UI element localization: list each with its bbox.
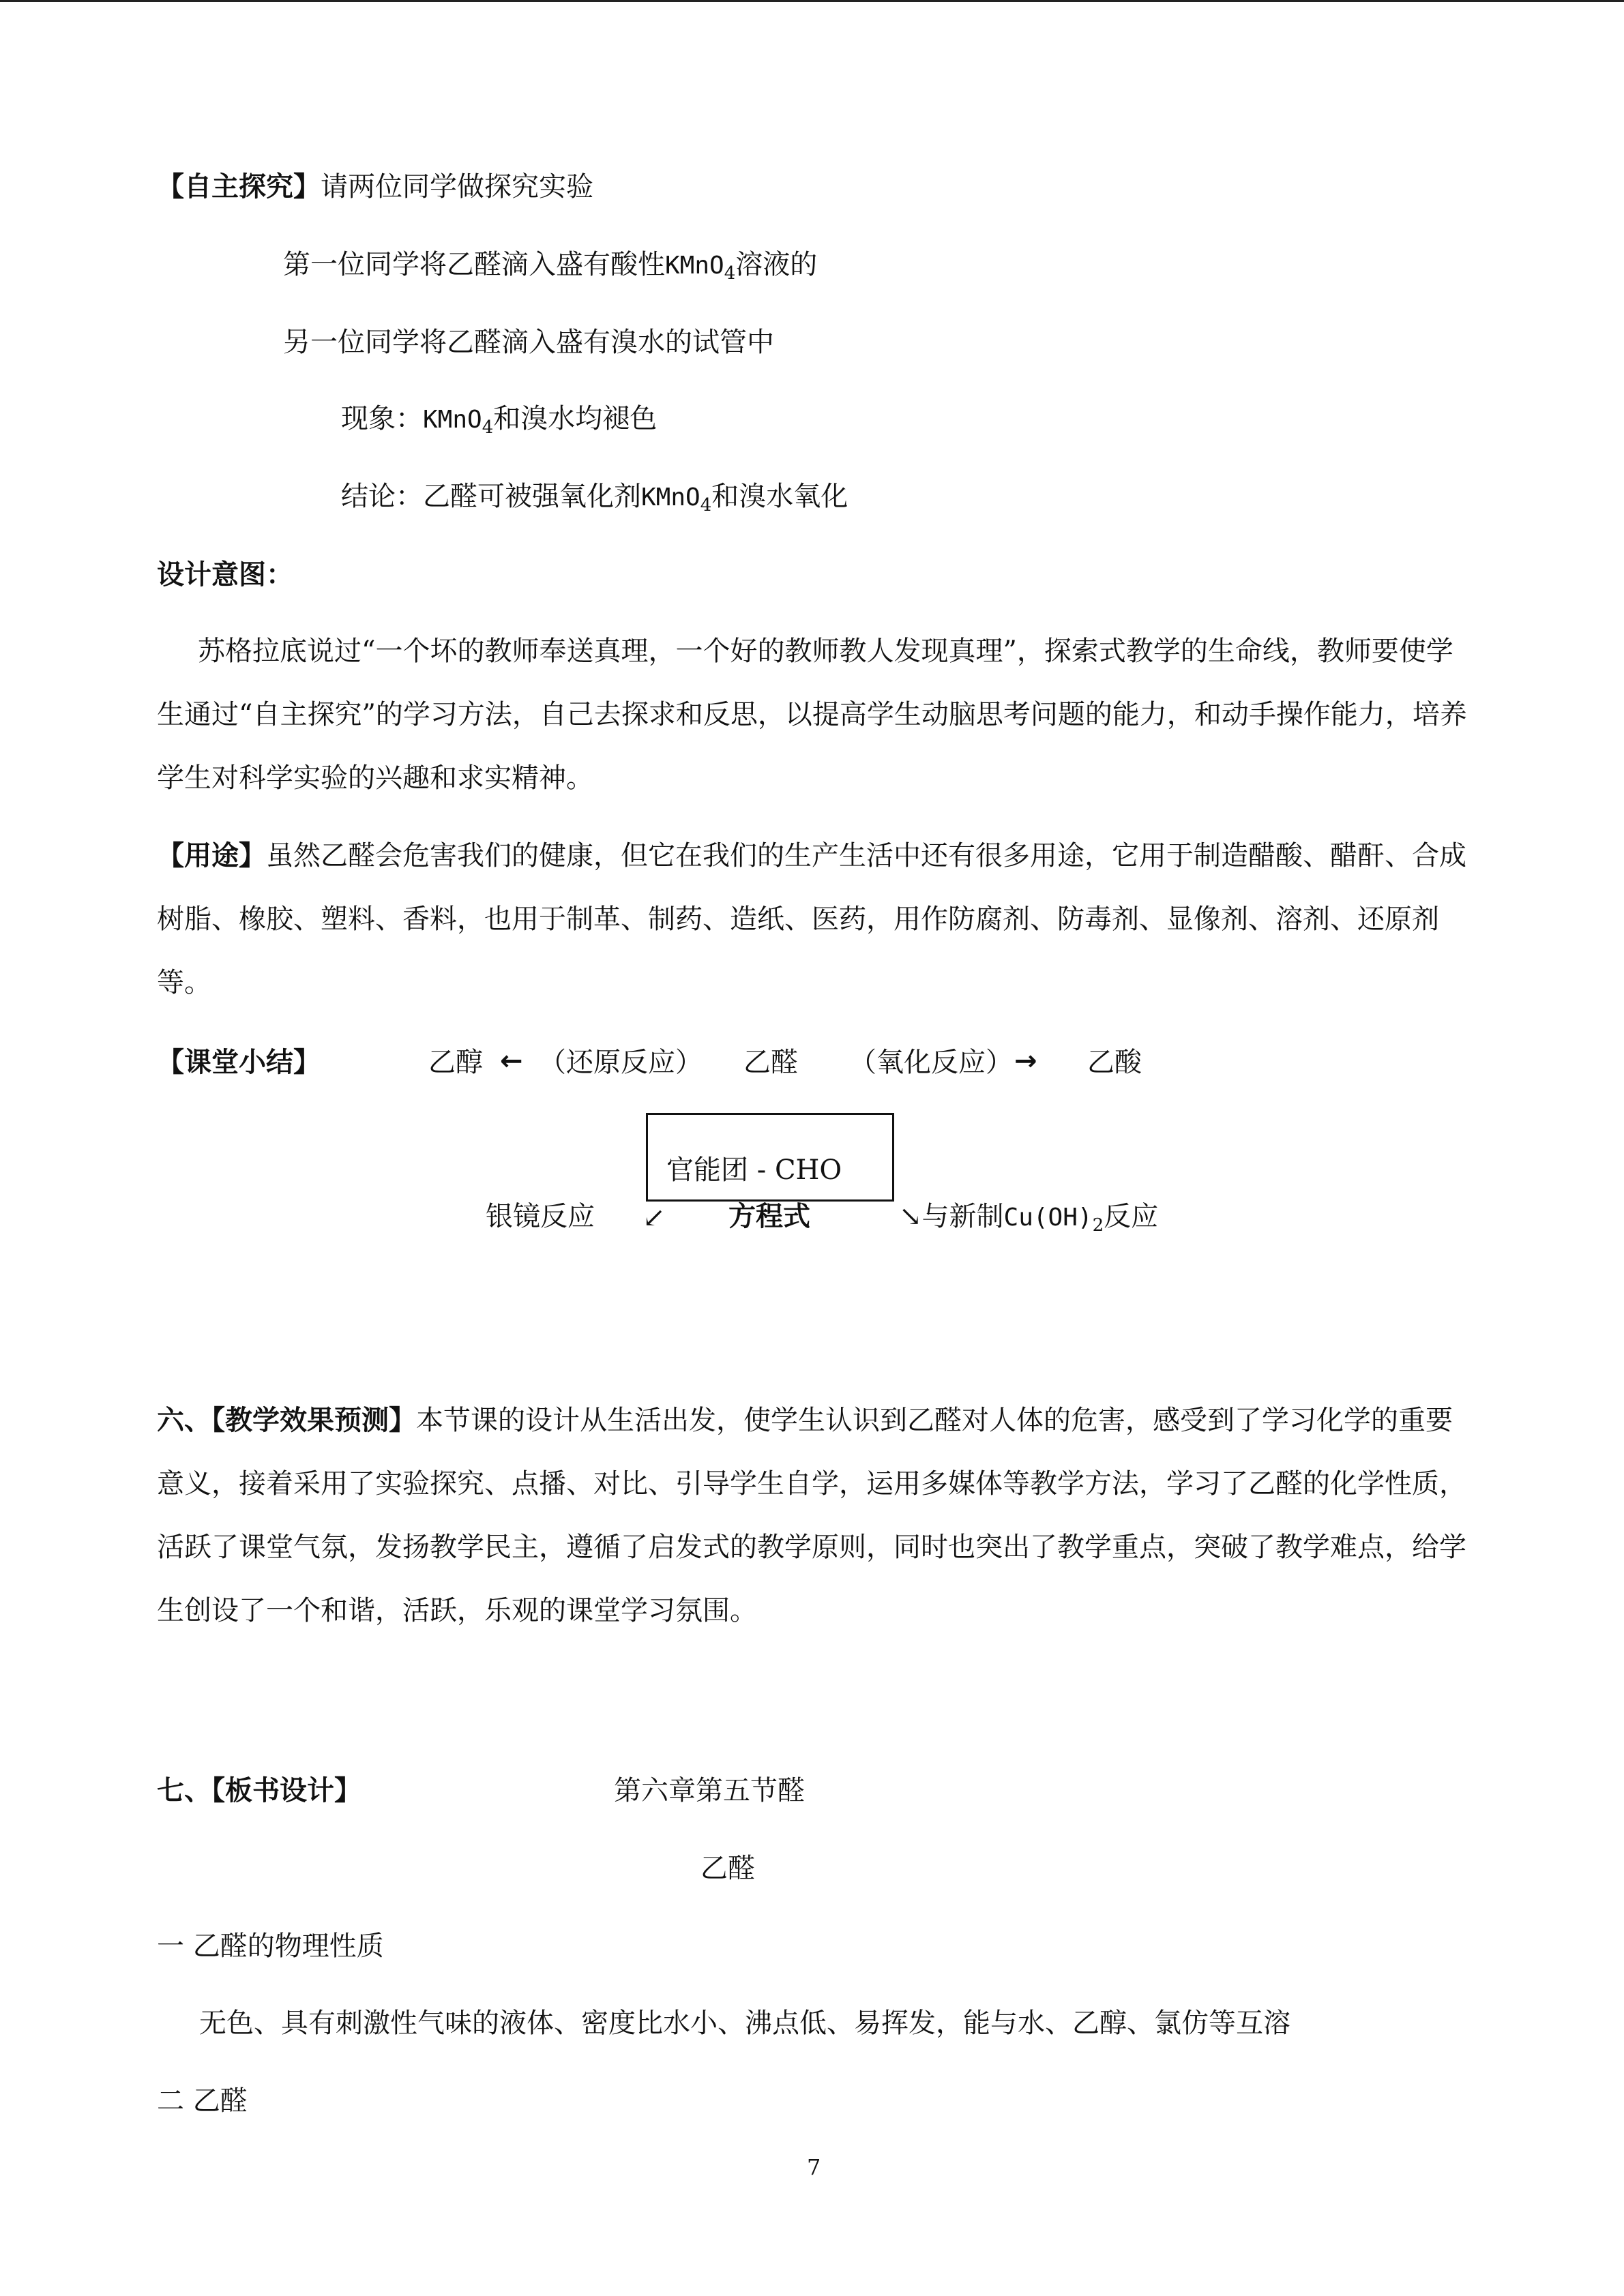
self-study-line	[157, 169, 593, 205]
top-border	[0, 0, 1624, 2]
conclusion-text: 和溴水氧化	[711, 481, 848, 512]
experiment-line-1-tail: 溶液的	[735, 249, 818, 280]
effect-text: 本节课的设计从生活出发，使学生认识到乙醛对人体的危害，感受到了学习化学的重要意义，接着采用了实验探究、点播、对比、引导学生自学，运用多媒体等教学方法，学习了乙醛的化学性质，活跃了课堂气氛，发扬教学民主，遵循了启发式的教学原则，同时也突出了教学重点，突破了教学难点，给学生创设了一个和谐，活跃，乐观的课堂学习氛围。	[157, 1405, 1466, 1626]
kmno4-formula: KMnO	[423, 406, 482, 434]
functional-group-text: 官能团 - CHO	[666, 1154, 842, 1186]
conclusion-line	[341, 479, 848, 523]
experiment-line-1-text: 第一位同学将乙醛滴入盛有酸性	[283, 249, 665, 280]
board-design-tag: 七、【板书设计】	[157, 1775, 361, 1806]
design-intent-heading: 设计意图：	[157, 559, 293, 591]
self-study-intro: 请两位同学做探究实验	[321, 171, 593, 203]
summary-ethanol: 乙醇	[428, 1047, 483, 1078]
board-section-2: 二 乙醛	[157, 2085, 248, 2117]
effect-tag: 六、【教学效果预测】	[157, 1405, 416, 1436]
experiment-line-1	[283, 247, 817, 291]
summary-oxidation: （氧化反应）	[849, 1047, 1013, 1078]
down-right-arrow-icon: ↘	[899, 1201, 922, 1232]
kmno4-formula: KMnO	[641, 483, 700, 511]
phenomenon-text: 和溴水均褪色	[493, 403, 658, 434]
phenomenon-line	[341, 401, 657, 445]
phenomenon-label: 现象：	[341, 403, 423, 434]
page-number: 7	[807, 2154, 821, 2180]
effect-paragraph	[157, 1389, 1473, 1643]
silver-mirror-reaction: 银镜反应	[486, 1201, 595, 1232]
cu-reaction-suffix: 反应	[1104, 1201, 1159, 1232]
self-study-tag: 【自主探究】	[157, 171, 321, 203]
formula-subscript: 4	[700, 495, 712, 516]
formula-subscript: 2	[1092, 1215, 1104, 1236]
functional-group-label	[666, 1152, 842, 1188]
equation-label: 方程式	[728, 1201, 810, 1232]
board-section-1-text: 无色、具有刺激性气味的液体、密度比水小、沸点低、易挥发，能与水、乙醇、氯仿等互溶	[199, 2008, 1290, 2039]
summary-acetic-acid: 乙酸	[1087, 1047, 1142, 1078]
cu-reaction-prefix: 与新制	[921, 1201, 1004, 1232]
uses-tag: 【用途】	[157, 840, 266, 871]
board-section-1: 一 乙醛的物理性质	[157, 1930, 384, 1962]
uses-paragraph	[157, 824, 1473, 1015]
uses-text: 虽然乙醛会危害我们的健康，但它在我们的生产生活中还有很多用途，它用于制造醋酸、醋酐、合成树脂、橡胶、塑料、香料，也用于制革、制药、造纸、医药，用作防腐剂、防毒剂、显像剂、溶剂、还原剂等。	[157, 840, 1466, 998]
board-chapter: 第六章第五节醛	[614, 1775, 805, 1806]
conclusion-label: 结论：乙醛可被强氧化剂	[341, 481, 641, 512]
summary-reduction: （还原反应）	[539, 1047, 703, 1078]
kmno4-formula: KMnO	[665, 252, 724, 280]
right-arrow-icon: →	[1014, 1045, 1037, 1077]
cu-oh-formula: Cu(OH)	[1003, 1204, 1093, 1232]
board-title: 乙醛	[700, 1853, 755, 1884]
formula-subscript: 4	[724, 263, 736, 284]
summary-acetaldehyde: 乙醛	[743, 1047, 798, 1078]
left-arrow-icon: ←	[500, 1045, 523, 1077]
design-intent-paragraph: 苏格拉底说过“一个坏的教师奉送真理，一个好的教师教人发现真理”，探索式教学的生命线，教师要使学生通过“自主探究”的学习方法，自己去探求和反思，以提高学生动脑思考问题的能力，和动手操作能力，培养学生对科学实验的兴趣和求实精神。	[157, 636, 1467, 794]
copper-hydroxide-reaction	[899, 1199, 1158, 1243]
formula-subscript: 4	[482, 417, 494, 438]
experiment-line-2: 另一位同学将乙醛滴入盛有溴水的试管中	[283, 327, 774, 358]
summary-tag: 【课堂小结】	[157, 1047, 321, 1078]
down-left-arrow-icon: ↙	[643, 1202, 666, 1234]
